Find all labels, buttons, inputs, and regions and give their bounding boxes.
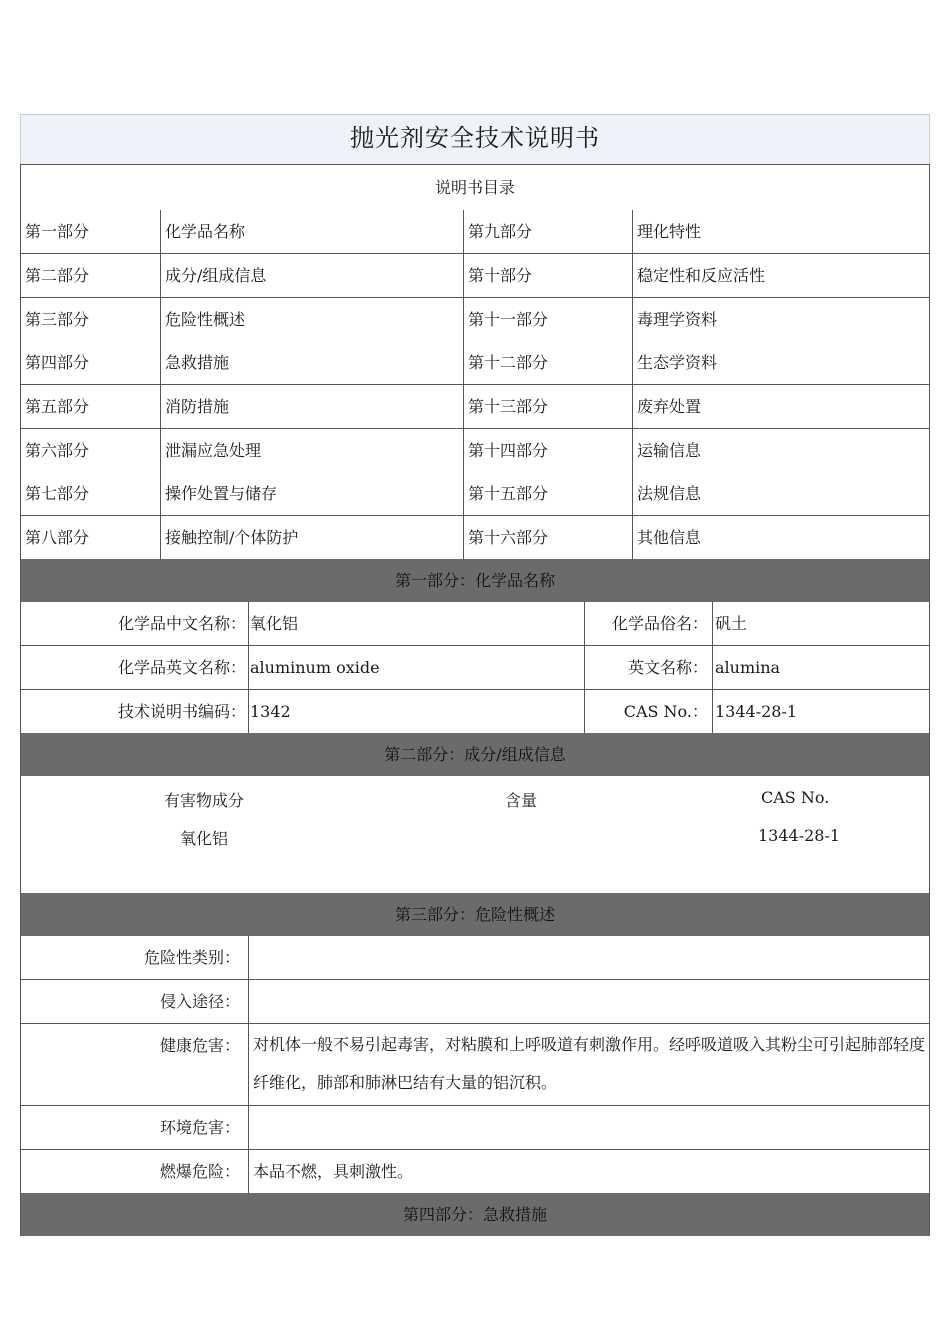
toc-row — [21, 429, 929, 472]
field-value: aluminum oxide — [249, 646, 585, 689]
field-value: 本品不燃，具刺激性。 — [253, 1162, 414, 1181]
field-label: 化学品中文名称： — [21, 602, 249, 645]
field-label: 危险性类别： — [21, 936, 249, 979]
toc-row — [21, 254, 929, 298]
toc-part-title: 急救措施 — [161, 341, 464, 384]
sds-document — [20, 114, 930, 1236]
field-value: 1342 — [249, 690, 585, 733]
toc-part-number: 第七部分 — [21, 472, 161, 515]
toc-part-title: 稳定性和反应活性 — [637, 266, 766, 285]
toc-part-number: 第六部分 — [21, 429, 161, 472]
toc-part-number: 第十一部分 — [464, 298, 633, 341]
toc-part-number: 第十三部分 — [464, 385, 633, 428]
toc-part-number: 第三部分 — [21, 298, 161, 341]
toc-row — [21, 516, 929, 559]
toc-part-number: 第十二部分 — [464, 341, 633, 384]
field-label: 环境危害： — [21, 1106, 249, 1149]
section-heading-part3: 第三部分：危险性概述 — [21, 893, 929, 936]
toc-row — [21, 385, 929, 429]
toc-part-title: 废弃处置 — [637, 397, 702, 416]
toc-part-number: 第十六部分 — [464, 516, 633, 559]
composition-table — [21, 776, 929, 893]
toc-part-title: 运输信息 — [637, 441, 702, 460]
toc-part-number: 第十五部分 — [464, 472, 633, 515]
section-heading-part1: 第一部分：化学品名称 — [21, 559, 929, 602]
toc-part-number: 第十四部分 — [464, 429, 633, 472]
toc-part-title: 接触控制/个体防护 — [161, 516, 464, 559]
toc-heading: 说明书目录 — [21, 164, 929, 210]
toc-row — [21, 298, 929, 341]
toc-part-title: 法规信息 — [637, 484, 702, 503]
field-label: 侵入途径： — [21, 980, 249, 1023]
toc-row — [21, 210, 929, 254]
field-value: 对机体一般不易引起毒害，对粘膜和上呼吸道有刺激作用。经呼吸道吸入其粉尘可引起肺部轻度纤维化，肺部和肺淋巴结有大量的铝沉积。 — [253, 1035, 926, 1092]
toc-part-number: 第二部分 — [21, 254, 161, 297]
toc-part-title: 危险性概述 — [161, 298, 464, 341]
toc-part-number: 第十部分 — [464, 254, 633, 297]
toc-part-title: 理化特性 — [637, 222, 702, 241]
field-label: 化学品英文名称： — [21, 646, 249, 689]
toc-part-number: 第四部分 — [21, 341, 161, 384]
hazard-row — [21, 1150, 929, 1193]
column-header-component: 有害物成分 — [164, 791, 245, 810]
field-value: 矾土 — [715, 614, 748, 633]
field-value: 1344-28-1 — [715, 702, 798, 721]
component-name: 氧化铝 — [180, 829, 229, 848]
toc-row — [21, 341, 929, 385]
info-row — [21, 602, 929, 646]
toc-part-title: 消防措施 — [161, 385, 464, 428]
field-label: 健康危害： — [21, 1024, 249, 1105]
field-value — [249, 936, 929, 979]
toc-part-number: 第八部分 — [21, 516, 161, 559]
toc-part-title: 操作处置与储存 — [161, 472, 464, 515]
section-heading-part4: 第四部分：急救措施 — [21, 1193, 929, 1236]
toc-part-number: 第五部分 — [21, 385, 161, 428]
toc-part-number: 第九部分 — [464, 210, 633, 253]
field-value: 氧化铝 — [249, 602, 585, 645]
toc-part-title: 成分/组成信息 — [161, 254, 464, 297]
info-row — [21, 690, 929, 733]
field-value — [249, 1106, 929, 1149]
info-row — [21, 646, 929, 690]
section-heading-part2: 第二部分：成分/组成信息 — [21, 733, 929, 776]
component-cas: 1344-28-1 — [758, 826, 841, 845]
hazard-row — [21, 1106, 929, 1150]
toc-part-title: 毒理学资料 — [637, 310, 718, 329]
toc-part-title: 化学品名称 — [161, 210, 464, 253]
document-title: 抛光剂安全技术说明书 — [20, 114, 930, 164]
field-label: 燃爆危险： — [21, 1150, 249, 1193]
field-value — [249, 980, 929, 1023]
field-label: CAS No.： — [585, 690, 713, 733]
field-value: alumina — [715, 658, 781, 677]
toc-part-number: 第一部分 — [21, 210, 161, 253]
hazard-row — [21, 1024, 929, 1106]
column-header-content: 含量 — [505, 791, 538, 810]
toc-part-title: 生态学资料 — [637, 353, 718, 372]
hazard-row — [21, 936, 929, 980]
toc-part-title: 其他信息 — [637, 528, 702, 547]
hazard-row — [21, 980, 929, 1024]
toc-part-title: 泄漏应急处理 — [161, 429, 464, 472]
field-label: 化学品俗名： — [585, 602, 713, 645]
field-label: 英文名称： — [585, 646, 713, 689]
column-header-cas: CAS No. — [761, 788, 830, 807]
field-label: 技术说明书编码： — [21, 690, 249, 733]
document-body — [20, 164, 930, 1236]
toc-row — [21, 472, 929, 516]
